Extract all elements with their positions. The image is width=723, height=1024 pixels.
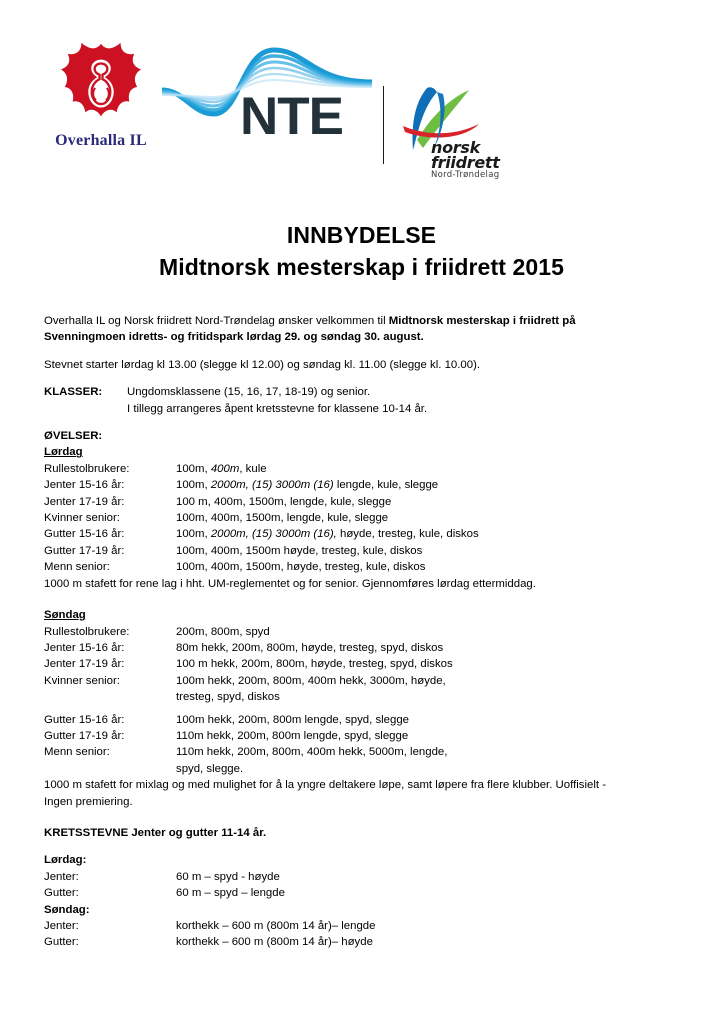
event-list: 100m hekk, 200m, 800m, 400m hekk, 3000m, høyde, (176, 674, 446, 687)
kretsstevne-row (44, 885, 684, 901)
event-list: 200m, 800m, spyd (176, 625, 270, 638)
event-class-label: Rullestolbrukere: (44, 625, 130, 638)
intro-bold-venue: Svenningmoen idretts- og fritidspark lørdag 29. og søndag 30. august. (44, 331, 424, 344)
lordag-stafett-note: 1000 m stafett for rene lag i hht. UM-reglementet og for senior. Gjennomføres lørdag ettermiddag. (44, 577, 536, 590)
lordag-heading (44, 444, 684, 460)
event-class-label: Kvinner senior: (44, 512, 120, 525)
event-class-label: Jenter 15-16 år: (44, 479, 125, 492)
event-row (44, 559, 684, 575)
event-row (44, 461, 684, 477)
event-class-label: Jenter 17-19 år: (44, 495, 125, 508)
kretsstevne-event-list: korthekk – 600 m (800m 14 år)– lengde (176, 920, 376, 932)
event-class-label: Gutter 15-16 år: (44, 528, 125, 541)
event-row (44, 640, 684, 656)
klasser-value-line1: Ungdomsklassene (15, 16, 17, 18-19) og senior. (127, 386, 371, 399)
document-body (44, 313, 684, 951)
event-list (176, 510, 684, 526)
event-italic: 2000m, (15) 3000m (16), (210, 528, 337, 541)
event-list: 100m hekk, 200m, 800m lengde, spyd, slegge (176, 713, 410, 726)
klasser-row-2 (44, 401, 684, 417)
event-row (44, 494, 684, 510)
klasser-row (44, 384, 684, 400)
kretsstevne-row (44, 869, 684, 885)
kretsstevne-class-label: Gutter: (44, 936, 79, 949)
event-post: lengde, kule, slegge (333, 479, 439, 492)
event-class-label: Rullestolbrukere: (44, 462, 130, 475)
kretsstevne-heading: KRETSSTEVNE Jenter og gutter 11-14 år. (44, 826, 267, 839)
event-list: 110m hekk, 200m, 800m, 400m hekk, 5000m, lengde, (176, 746, 448, 759)
intro-paragraph-line2 (44, 329, 684, 345)
kretsstevne-row (44, 918, 684, 934)
event-class-label: Jenter 17-19 år: (44, 658, 125, 671)
event-post: høyde, tresteg, kule, diskos (336, 528, 479, 541)
nte-wordmark: NTE (240, 87, 343, 146)
kretsstevne-class-label: Jenter: (44, 870, 79, 883)
intro-paragraph (44, 313, 634, 329)
ovelser-heading: ØVELSER: (44, 430, 103, 443)
start-time-paragraph: Stevnet starter lørdag kl 13.00 (slegge kl 12.00) og søndag kl. 11.00 (slegge kl. 10.00). (44, 358, 481, 371)
event-pre: 100 m, 400m, 1500m, lengde, kule, slegge (176, 495, 392, 508)
event-list (176, 477, 684, 493)
event-list (176, 559, 684, 575)
friidrett-region-label: Nord-Trøndelag (431, 170, 500, 180)
event-row (44, 728, 684, 744)
sondag-stafett-note-line1: 1000 m stafett for mixlag og med mulighet for å la yngre deltakere løpe, samt løpere fra flere klubber. Uoffisielt - (44, 779, 606, 792)
event-list-continuation: spyd, slegge. (176, 762, 244, 775)
sondag-heading-text: Søndag (44, 609, 86, 622)
logo-header-band (0, 34, 723, 180)
event-pre: 100m, (176, 462, 211, 475)
friidrett-wordmark-line2: friidrett (431, 153, 500, 172)
event-list-continuation: tresteg, spyd, diskos (176, 691, 280, 704)
overhalla-il-wordmark: Overhalla IL (55, 132, 147, 149)
sondag-heading (44, 607, 684, 623)
event-row (44, 477, 684, 493)
event-row (44, 624, 684, 640)
logo-divider (383, 86, 384, 164)
event-pre: 100m, 400m, 1500m, høyde, tresteg, kule, diskos (176, 561, 426, 574)
norsk-friidrett-logo (393, 80, 513, 184)
kretsstevne-row (44, 934, 684, 950)
event-list: 100 m hekk, 200m, 800m, høyde, tresteg, spyd, diskos (176, 658, 453, 671)
event-row (44, 673, 684, 689)
event-class-label: Gutter 15-16 år: (44, 713, 125, 726)
sondag-stafett-note-line2: Ingen premiering. (44, 795, 133, 808)
event-row (44, 526, 684, 542)
kretsstevne-class-label: Jenter: (44, 920, 79, 932)
event-list: 110m hekk, 200m, 800m lengde, spyd, slegge (176, 729, 409, 742)
event-pre: 100m, 400m, 1500m, lengde, kule, slegge (176, 512, 389, 525)
kretsstevne-event-list: korthekk – 600 m (800m 14 år)– høyde (176, 936, 373, 949)
event-italic: 400m (210, 462, 240, 475)
event-row (44, 656, 684, 672)
intro-bold-event: Midtnorsk mesterskap i friidrett på (388, 315, 576, 327)
event-list: 80m hekk, 200m, 800m, høyde, tresteg, spyd, diskos (176, 641, 444, 654)
event-italic: 2000m, (15) 3000m (16) (210, 479, 334, 492)
event-class-label: Menn senior: (44, 746, 110, 759)
overhalla-crest-svg (52, 40, 150, 132)
kretsstevne-event-list: 60 m – spyd - høyde (176, 870, 280, 883)
klasser-value-line2: I tillegg arrangeres åpent kretsstevne for klassene 10-14 år. (127, 402, 428, 415)
nte-logo (162, 42, 372, 154)
event-class-label: Menn senior: (44, 561, 110, 574)
event-post: , kule (239, 462, 267, 475)
overhalla-crest-icon (52, 40, 150, 132)
kretsstevne-event-list: 60 m – spyd – lengde (176, 887, 285, 900)
klasser-label: KLASSER: (44, 386, 103, 399)
document-title: INNBYDELSE (286, 222, 437, 248)
event-pre: 100m, (176, 528, 211, 541)
event-class-label: Kvinner senior: (44, 674, 120, 687)
event-class-label: Gutter 17-19 år: (44, 729, 125, 742)
event-row (44, 510, 684, 526)
event-pre: 100m, (176, 479, 211, 492)
event-pre: 100m, 400m, 1500m høyde, tresteg, kule, diskos (176, 544, 423, 557)
intro-plain-text: Overhalla IL og Norsk friidrett Nord-Trøndelag ønsker velkommen til (44, 315, 389, 327)
event-row (44, 543, 684, 559)
overhalla-il-logo (38, 40, 164, 160)
event-list (176, 543, 684, 559)
event-class-label: Gutter 17-19 år: (44, 544, 125, 557)
event-list (176, 526, 684, 542)
kretsstevne-class-label: Gutter: (44, 887, 79, 900)
event-list (176, 494, 684, 510)
event-list (176, 461, 684, 477)
kretsstevne-sondag-heading: Søndag: (44, 903, 90, 916)
lordag-heading-text: Lørdag (44, 446, 83, 459)
document-subtitle: Midtnorsk mesterskap i friidrett 2015 (158, 254, 565, 280)
friidrett-wordmark-line1: norsk (431, 138, 480, 157)
kretsstevne-lordag-heading: Lørdag: (44, 854, 87, 867)
event-row (44, 712, 684, 728)
event-class-label: Jenter 15-16 år: (44, 641, 125, 654)
event-row (44, 744, 684, 760)
